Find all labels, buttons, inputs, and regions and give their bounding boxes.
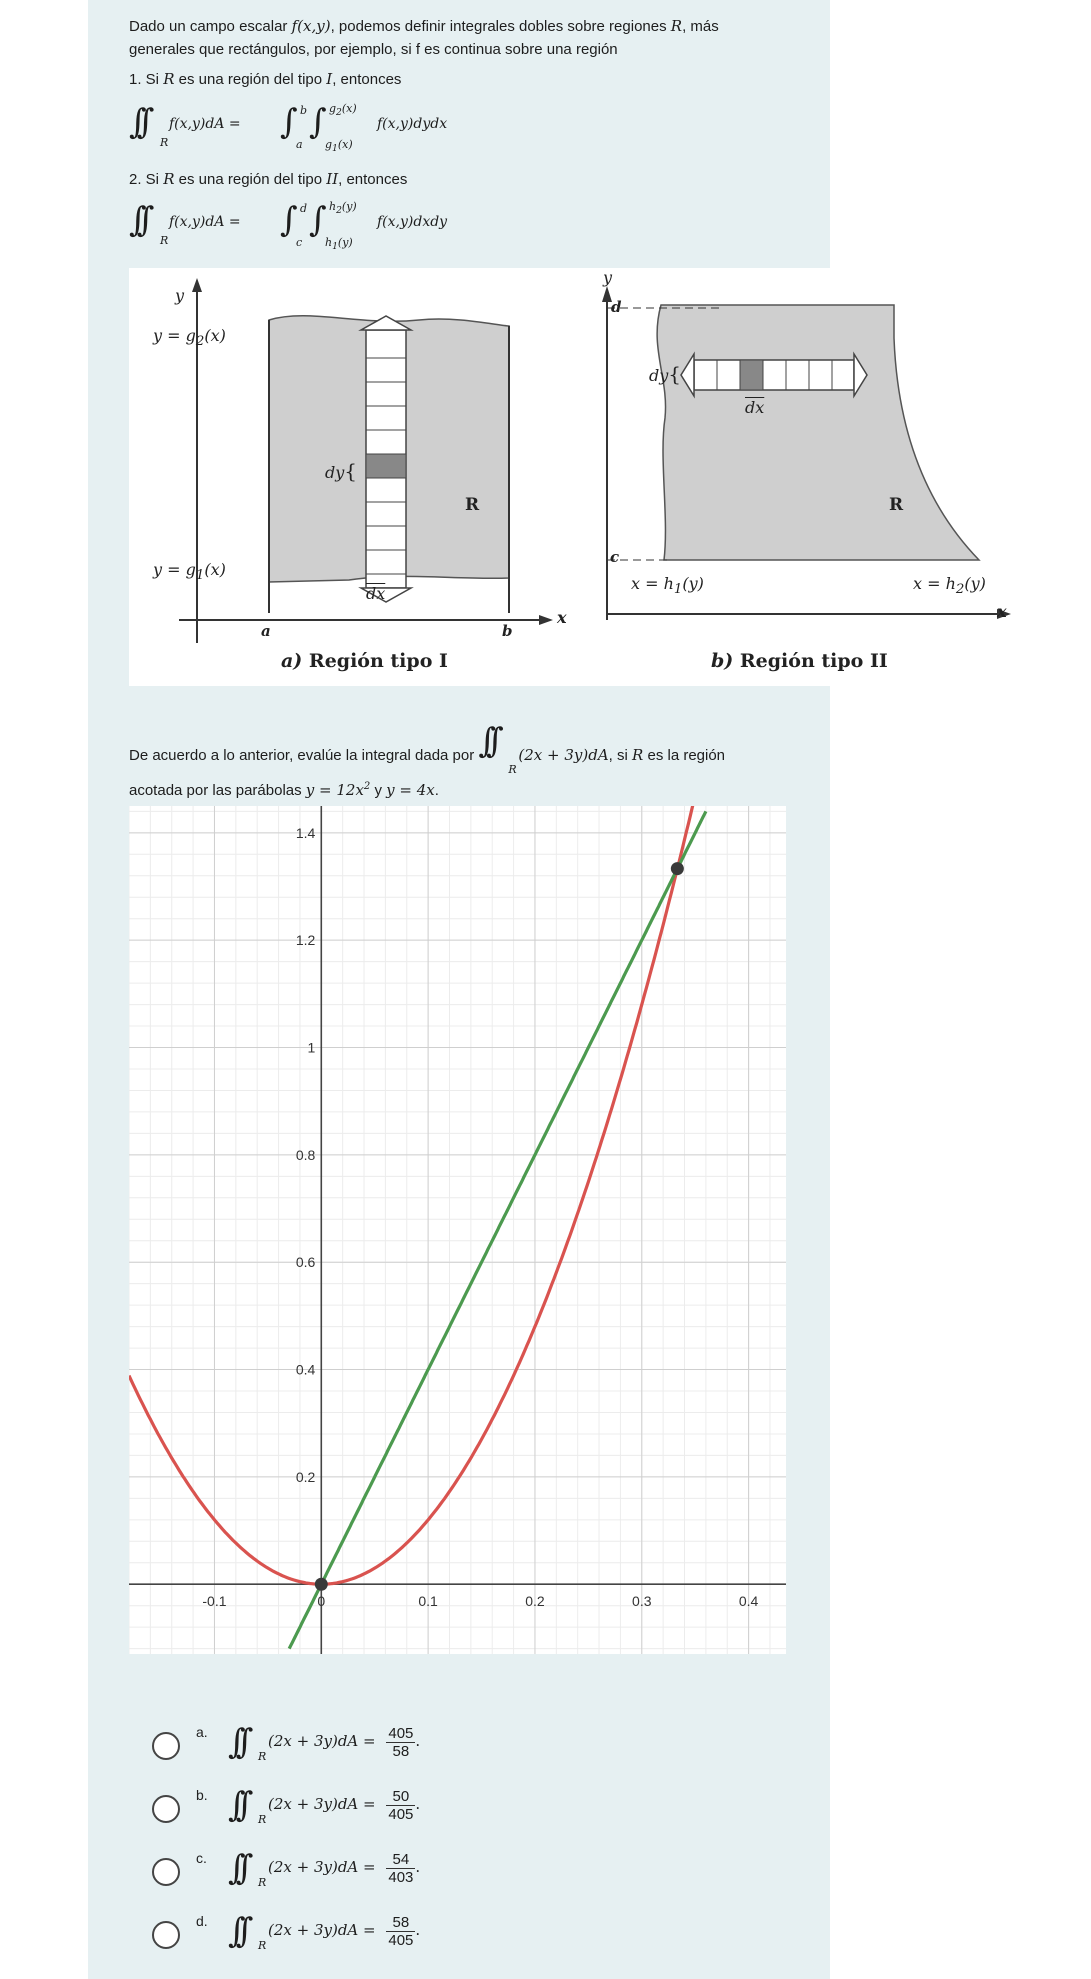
fig-right-dy-label: dy{ xyxy=(649,362,682,386)
fig-right-region-label: R xyxy=(889,495,904,515)
option-numerator: 58 xyxy=(386,1914,415,1932)
option-radio[interactable] xyxy=(152,1795,180,1823)
option-expression: ∫∫ R (2x + 3y)dA = $\frac{54}{403}$ . xyxy=(228,1848,421,1889)
option-fraction xyxy=(386,1914,415,1949)
y-tick-label: 1.2 xyxy=(295,932,316,949)
fig-right-caption: b) Región tipo II xyxy=(711,650,888,672)
option-denominator: 405 xyxy=(388,1805,414,1823)
intersection-point xyxy=(671,862,684,875)
case2-label: 2. Si R es una región del tipo II, entonces xyxy=(129,170,408,188)
intro-line-2: generales que rectángulos, por ejemplo, si f es continua sobre una región xyxy=(129,41,618,58)
fig-left-y-axis-label: y xyxy=(175,286,185,305)
fig-right-right-curve-label: $x = h_2(y)$ xyxy=(913,574,986,598)
option-denominator: 403 xyxy=(388,1868,414,1886)
option-letter: c. xyxy=(196,1850,207,1866)
option-end: . xyxy=(415,1795,421,1813)
fig-right-c-label: c xyxy=(610,548,620,566)
fig-left-region-label: R xyxy=(465,495,480,515)
option-end: . xyxy=(415,1921,421,1939)
option-radio[interactable] xyxy=(152,1732,180,1760)
option-b[interactable] xyxy=(148,1781,648,1831)
x-tick-label: 0.1 xyxy=(418,1593,438,1610)
curve-12x-pow-2 xyxy=(129,806,706,1584)
y-tick-label: 0.6 xyxy=(295,1254,316,1271)
option-letter: a. xyxy=(196,1724,208,1740)
region-types-figure xyxy=(129,268,1060,686)
page: Dado un campo escalar f(x,y), podemos definir integrales dobles sobre regiones R, más generales que rectángulos, por ejemplo, si f es continua sobre una región 1. Si R es una región del tipo I, entonces ∫∫ R f(x,y)dA = ∫ b a ∫ $g_2(x)$ $g_1(x)$ f(x,y)dydx 2. Si R es una región del tipo II, entonces ∫∫ R f(x,y)dA = ∫ d c ∫ $h_2(y)$ $h_1(y)$ f(x,y)dxdy y $y = g_2(x)$ $y = g_1(x)$ dy{ $\overline{dx}$ R a b x a) Región tipo I y d c dy{ $\overline{dx}$ R $x = h_1(y)$ $x = h_2(y)$ x b) Región tipo II De acuerdo a lo anterior, evalúe la integral dada por ∫∫ R (2x + 3y)dA, si R es la región acotada por las parábolas $y = 12x^2$ y y = 4x. -0.1 0 0.1 0.2 0.3 0.4 0.2 0.4 0.6 0.8 1 1.2 1.4 a. ∫∫ R (2x + 3y)dA = $\frac{405}{58}$ . b. ∫∫ R (2x + 3y)dA = $\frac{50}{405}$ . c. ∫∫ R (2x + 3y)dA = $\frac{54}{403}$ . d. ∫∫ R (2x + 3y)dA = $\frac{58}{405}$ . xyxy=(0,0,1091,1979)
option-integrand: (2x + 3y)dA = xyxy=(268,1732,381,1750)
option-fraction xyxy=(386,1788,415,1823)
y-tick-label: 0.8 xyxy=(295,1146,316,1163)
intro-line-1: Dado un campo escalar f(x,y), podemos definir integrales dobles sobre regiones R, más xyxy=(129,17,719,35)
option-integrand: (2x + 3y)dA = xyxy=(268,1921,381,1939)
y-tick-label: 0.2 xyxy=(295,1468,316,1485)
parabola-graph xyxy=(129,806,786,1654)
fig-right-left-curve-label: $x = h_1(y)$ xyxy=(631,574,704,598)
y-tick-label: 1 xyxy=(307,1039,316,1056)
intersection-point xyxy=(315,1578,328,1591)
x-tick-label: 0.2 xyxy=(525,1593,545,1610)
option-integrand: (2x + 3y)dA = xyxy=(268,1795,381,1813)
region-type-2-diagram xyxy=(602,286,1011,620)
option-expression: ∫∫ R (2x + 3y)dA = $\frac{50}{405}$ . xyxy=(228,1785,421,1826)
fig-left-dy-label: dy{ xyxy=(325,459,358,483)
fig-right-x-axis-label: x xyxy=(997,602,1007,621)
y-tick-label: 1.4 xyxy=(295,824,316,841)
question-line-1: De acuerdo a lo anterior, evalúe la integral dada por ∫∫ R (2x + 3y)dA, si R es la región xyxy=(129,721,726,776)
option-expression: ∫∫ R (2x + 3y)dA = $\frac{58}{405}$ . xyxy=(228,1911,421,1952)
option-d[interactable] xyxy=(148,1907,648,1957)
fig-left-caption: a) Región tipo I xyxy=(281,650,448,672)
question-line-2: acotada por las parábolas $y = 12x^2$ y y = 4x. xyxy=(129,781,439,799)
option-letter: d. xyxy=(196,1913,208,1929)
fig-right-y-axis-label: y xyxy=(603,268,613,287)
option-fraction xyxy=(386,1725,415,1760)
curve-4x xyxy=(289,811,706,1648)
graph-canvas xyxy=(129,806,786,1654)
fig-left-bottom-curve-label: $y = g_1(x)$ xyxy=(153,560,226,584)
option-numerator: 50 xyxy=(386,1788,415,1806)
option-denominator: 405 xyxy=(388,1931,414,1949)
option-numerator: 54 xyxy=(386,1851,415,1869)
option-c[interactable] xyxy=(148,1844,648,1894)
fig-left-x-axis-label: x xyxy=(557,608,567,627)
fig-left-dx-label: $\overline{dx}$ xyxy=(366,584,386,603)
x-tick-label: 0.3 xyxy=(632,1593,652,1610)
fig-right-dx-label: $\overline{dx}$ xyxy=(745,398,765,417)
option-fraction xyxy=(386,1851,415,1886)
option-letter: b. xyxy=(196,1787,208,1803)
x-tick-label: -0.1 xyxy=(202,1593,227,1610)
option-end: . xyxy=(415,1858,421,1876)
fig-left-top-curve-label: $y = g_2(x)$ xyxy=(153,326,226,350)
option-numerator: 405 xyxy=(388,1724,414,1742)
option-radio[interactable] xyxy=(152,1858,180,1886)
option-integrand: (2x + 3y)dA = xyxy=(268,1858,381,1876)
option-radio[interactable] xyxy=(152,1921,180,1949)
case1-label: 1. Si R es una región del tipo I, entonces xyxy=(129,70,402,88)
x-tick-label: 0.4 xyxy=(738,1593,759,1610)
y-tick-label: 0.4 xyxy=(295,1361,316,1378)
x-tick-label: 0 xyxy=(317,1593,326,1610)
option-denominator: 58 xyxy=(392,1742,410,1760)
fig-right-d-label: d xyxy=(611,298,622,316)
option-end: . xyxy=(415,1732,421,1750)
option-a[interactable] xyxy=(148,1718,648,1768)
fig-left-b-label: b xyxy=(502,622,513,640)
option-expression: ∫∫ R (2x + 3y)dA = $\frac{405}{58}$ . xyxy=(228,1722,421,1763)
fig-left-a-label: a xyxy=(261,622,271,640)
